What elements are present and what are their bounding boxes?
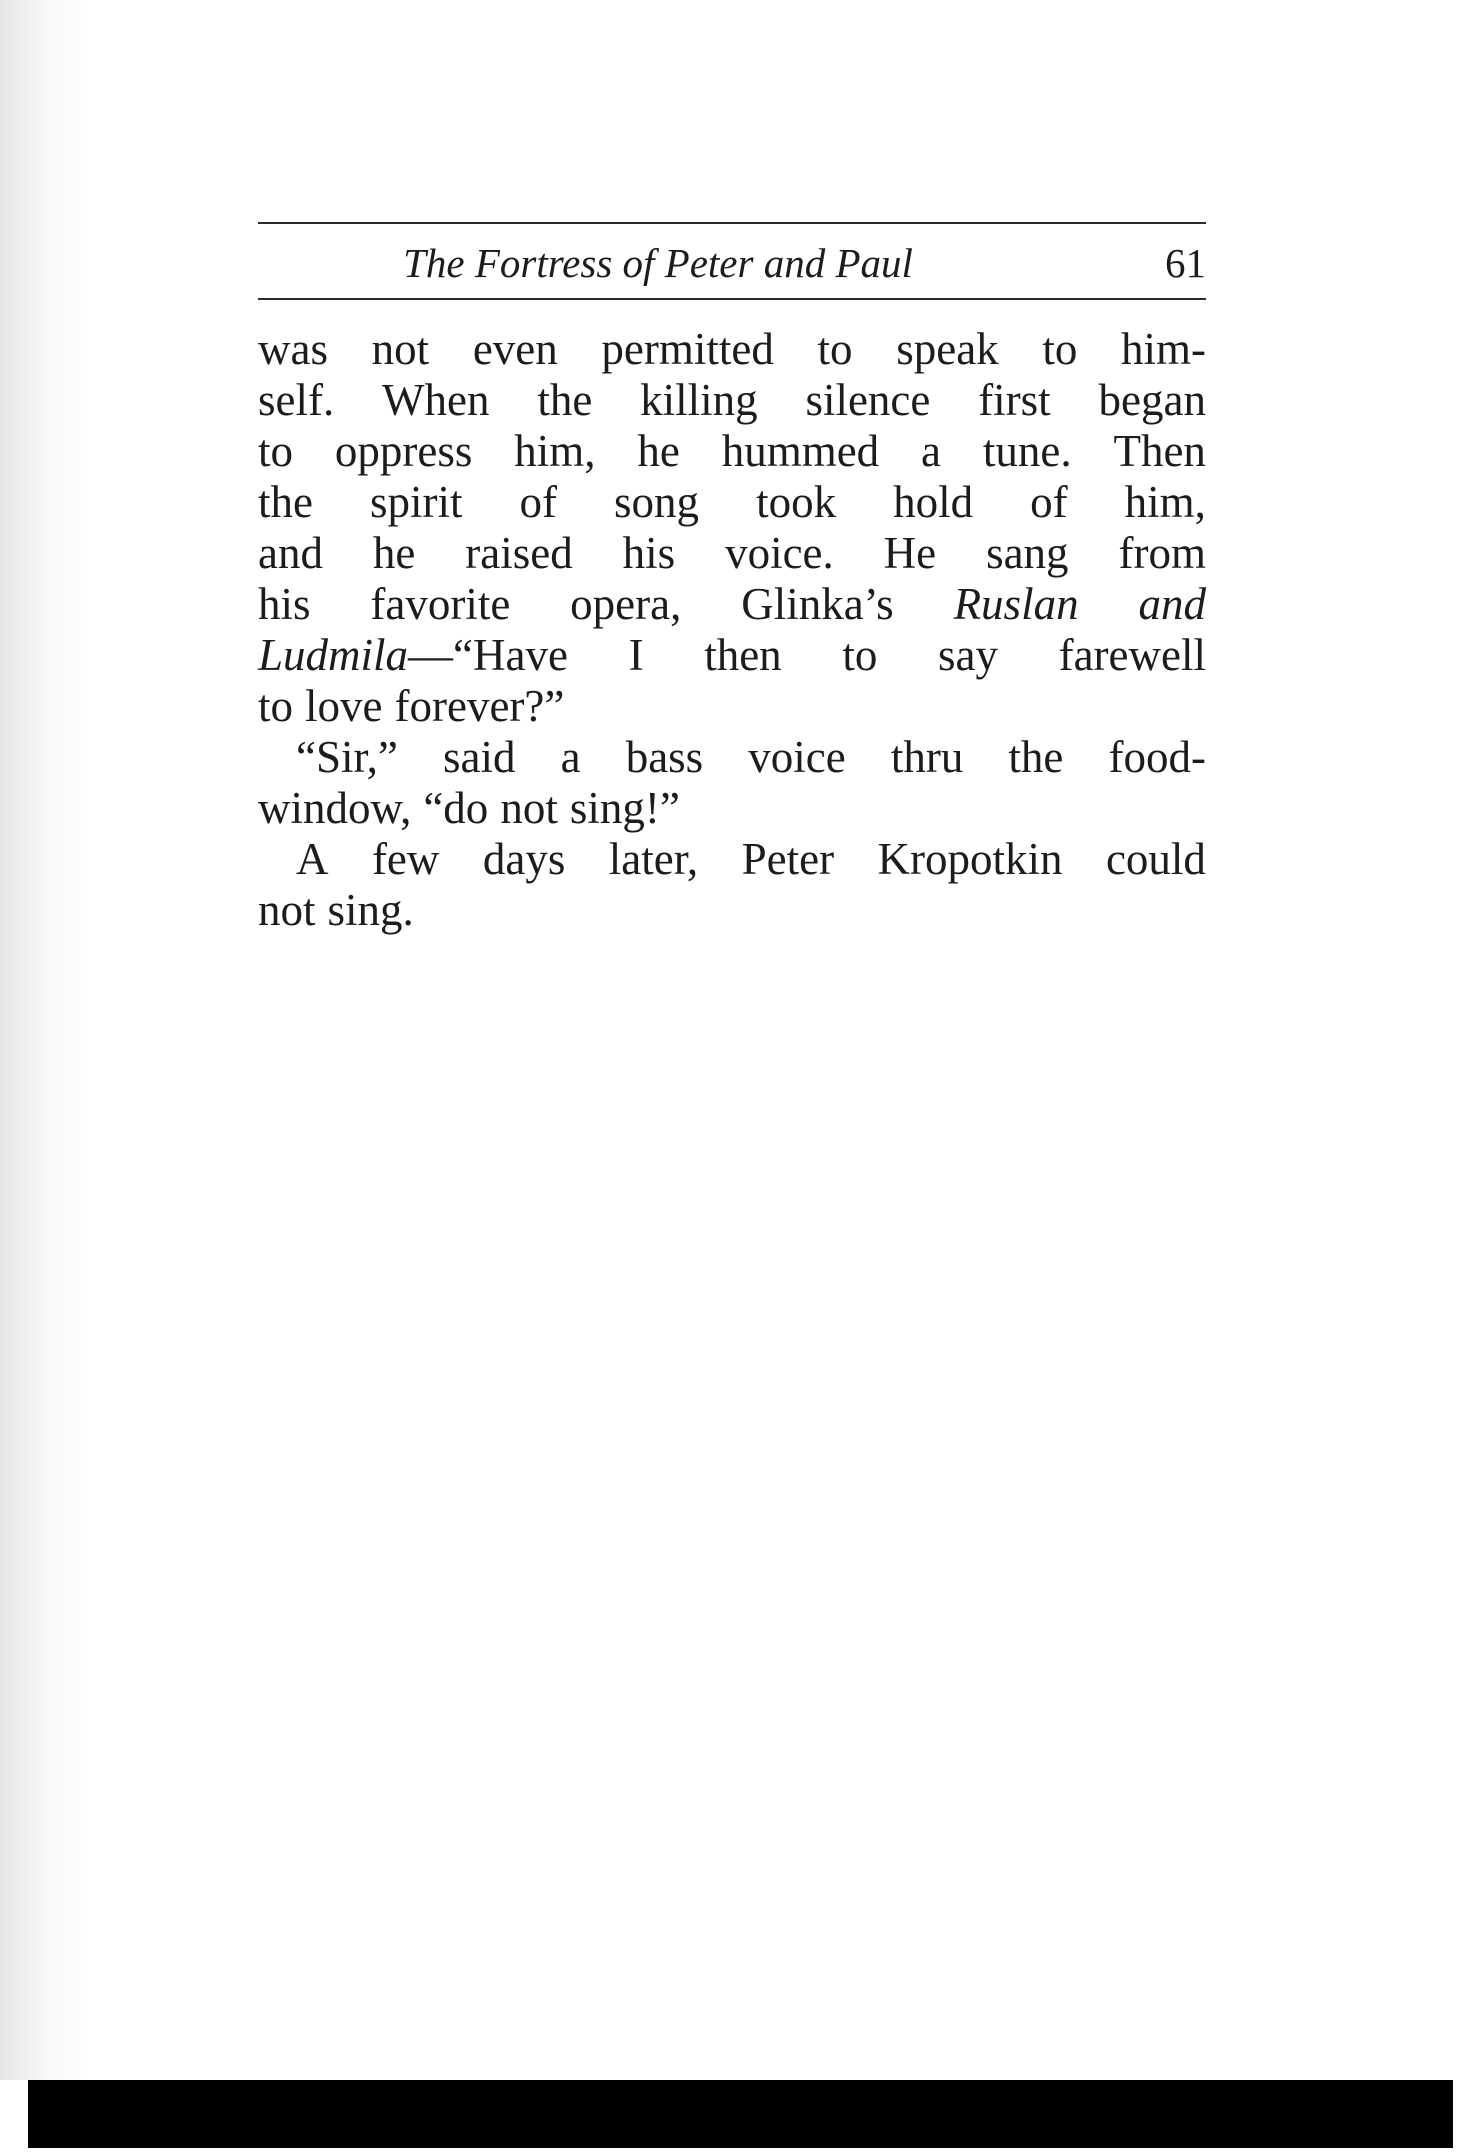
text-line: “Sir,” said a bass voice thru the food-: [296, 732, 1206, 782]
text-line: Ludmila—“Have I then to say farewell: [258, 630, 1206, 680]
text-line: was not even permitted to speak to him-: [258, 324, 1206, 374]
text-line: self. When the killing silence first began: [258, 375, 1206, 425]
scan-shadow: [0, 0, 90, 2080]
scan-bottom-band: [28, 2080, 1453, 2148]
body-text: [258, 324, 1206, 936]
page-number: 61: [1165, 240, 1206, 286]
text-line: A few days later, Peter Kropotkin could: [296, 834, 1206, 884]
italic-title-ruslan: Ruslan: [953, 579, 1079, 629]
text-line: and he raised his voice. He sang from: [258, 528, 1206, 578]
running-title: The Fortress of Peter and Paul: [403, 240, 913, 286]
running-head: [258, 224, 1206, 298]
text-line: window, “do not sing!”: [258, 783, 680, 833]
italic-title-ludmila: Ludmila: [258, 630, 409, 680]
book-page: [258, 222, 1206, 936]
header-bottom-rule: [258, 298, 1206, 300]
text-line: not sing.: [258, 885, 414, 935]
text-line: to love forever?”: [258, 681, 565, 731]
italic-title-and: and: [1138, 579, 1206, 629]
text-line: the spirit of song took hold of him,: [258, 477, 1206, 527]
text-line: his favorite opera, Glinka’s Ruslan and: [258, 579, 1206, 629]
text-line: to oppress him, he hummed a tune. Then: [258, 426, 1206, 476]
